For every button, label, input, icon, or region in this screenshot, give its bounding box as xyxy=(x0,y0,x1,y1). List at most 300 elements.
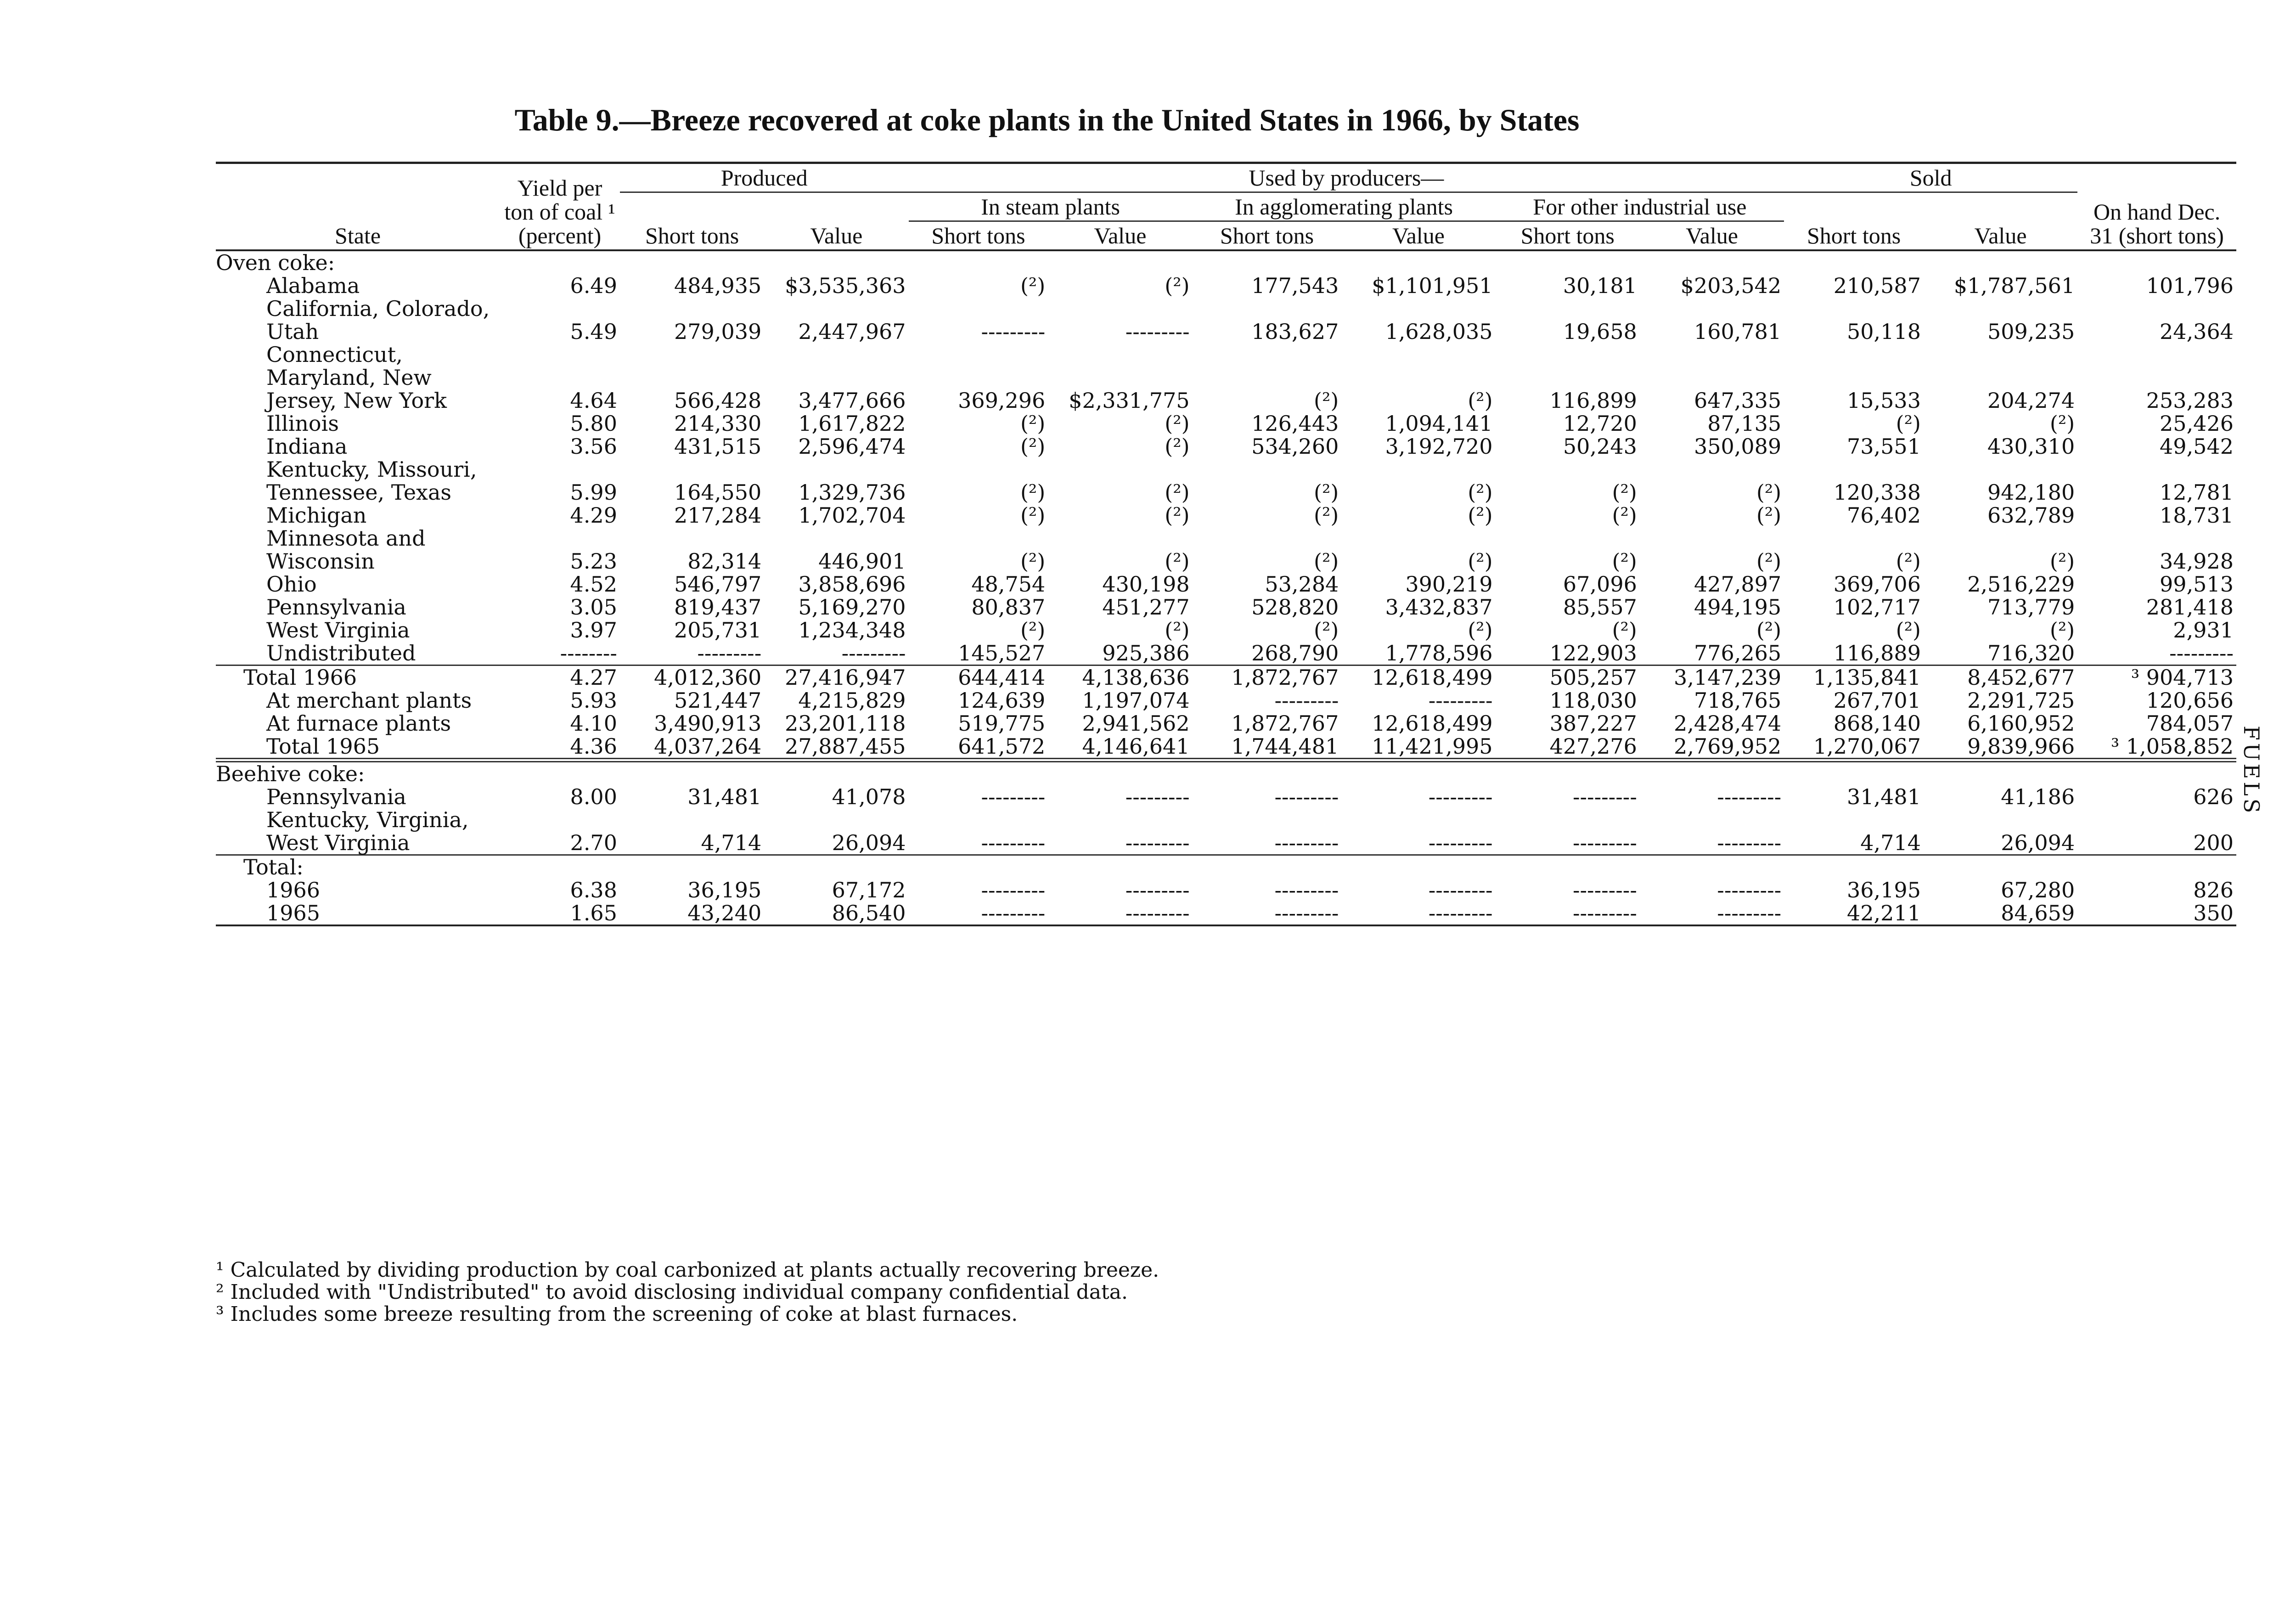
table-cell: 4.10 xyxy=(570,711,617,736)
table-cell: 784,057 xyxy=(2146,711,2234,736)
table-cell: 23,201,118 xyxy=(785,711,906,736)
table-cell: 4,138,636 xyxy=(1082,665,1190,690)
row-state-label: Connecticut, Maryland, New Jersey, New York xyxy=(266,342,447,413)
table-row xyxy=(216,412,2236,435)
table-cell: (²) xyxy=(1756,480,1782,505)
table-cell: 446,901 xyxy=(818,549,906,574)
row-state-label: At merchant plants xyxy=(266,688,472,713)
table-cell: 427,276 xyxy=(1549,734,1637,759)
table-cell: 8,452,677 xyxy=(1967,665,2075,690)
table-cell: 4.29 xyxy=(570,503,617,528)
table-cell: ³ 904,713 xyxy=(2131,665,2234,690)
footnote-2: ² Included with "Undistributed" to avoid disclosing individual company confidential data. xyxy=(216,1280,1128,1304)
row-state-label: Total 1965 xyxy=(266,734,380,759)
table-cell: --------- xyxy=(981,901,1046,925)
table-cell: 120,656 xyxy=(2146,688,2234,713)
table-row xyxy=(216,855,2236,879)
table-cell: 53,284 xyxy=(1265,572,1339,597)
table-cell: 5.23 xyxy=(570,549,617,574)
table-cell: 1,135,841 xyxy=(1813,665,1921,690)
table-cell: 24,364 xyxy=(2160,319,2234,344)
table-cell: 268,790 xyxy=(1251,641,1339,665)
table-cell: --------- xyxy=(1125,901,1190,925)
table-cell: 1,617,822 xyxy=(798,411,906,436)
row-state-label: Oven coke: xyxy=(216,250,335,275)
table-cell: 1,270,067 xyxy=(1813,734,1921,759)
table-cell: 67,096 xyxy=(1563,572,1637,597)
table-cell: 5.99 xyxy=(570,480,617,505)
table-row xyxy=(216,527,2236,573)
table-cell: (²) xyxy=(2049,618,2075,643)
header-produced: Produced xyxy=(620,163,909,192)
row-state-label: At furnace plants xyxy=(266,711,451,736)
table-cell: 217,284 xyxy=(674,503,762,528)
running-head-label: FUELS xyxy=(2239,726,2264,816)
table-cell: 2,596,474 xyxy=(798,434,906,459)
table-cell: 546,797 xyxy=(674,572,762,597)
table-cell: --------- xyxy=(1717,784,1782,809)
table-cell: 30,181 xyxy=(1563,273,1637,298)
header-other-value: Value xyxy=(1640,221,1784,251)
table-cell: (²) xyxy=(1468,618,1493,643)
header-in-agglomerating-plants: In agglomerating plants xyxy=(1193,192,1496,221)
table-cell: --------- xyxy=(2169,641,2234,665)
table-cell: (²) xyxy=(1165,480,1190,505)
table-cell: (²) xyxy=(1756,549,1782,574)
header-yield: Yield per ton of coal ¹ (percent) xyxy=(500,163,620,251)
table-row xyxy=(216,504,2236,527)
table-cell: 3,432,837 xyxy=(1385,595,1493,620)
table-cell: 2,428,474 xyxy=(1674,711,1782,736)
table-cell: --------- xyxy=(1428,901,1493,925)
table-cell: 632,789 xyxy=(1987,503,2075,528)
row-state-label: Kentucky, Missouri, Tennessee, Texas xyxy=(266,457,477,505)
row-state-label: West Virginia xyxy=(266,618,410,643)
table-cell: 713,779 xyxy=(1987,595,2075,620)
table-cell: (²) xyxy=(1468,480,1493,505)
table-cell: 2,769,952 xyxy=(1674,734,1782,759)
table-cell: 4.27 xyxy=(570,665,617,690)
table-cell: --------- xyxy=(1572,830,1637,855)
header-other-short-tons: Short tons xyxy=(1496,221,1640,251)
header-sold-value: Value xyxy=(1924,192,2077,251)
table-cell: 4,714 xyxy=(1860,830,1921,855)
table-cell: 3,858,696 xyxy=(798,572,906,597)
table-cell: 43,240 xyxy=(687,901,762,925)
row-state-label: Beehive coke: xyxy=(216,761,365,786)
table-cell: 210,587 xyxy=(1833,273,1921,298)
table-cell: 718,765 xyxy=(1694,688,1782,713)
table-cell: --------- xyxy=(1572,784,1637,809)
table-cell: 5.93 xyxy=(570,688,617,713)
table-cell: 1,094,141 xyxy=(1385,411,1493,436)
table-row xyxy=(216,879,2236,902)
table-cell: (²) xyxy=(1896,618,1921,643)
table-cell: 26,094 xyxy=(832,830,906,855)
table-cell: $2,331,775 xyxy=(1069,388,1190,413)
table-cell: 120,338 xyxy=(1833,480,1921,505)
table-cell: 509,235 xyxy=(1987,319,2075,344)
table-cell: 644,414 xyxy=(958,665,1046,690)
table-cell: 2,447,967 xyxy=(798,319,906,344)
table-cell: 626 xyxy=(2193,784,2234,809)
table-cell: $1,101,951 xyxy=(1372,273,1493,298)
header-used-by-producers: Used by producers— xyxy=(909,163,1784,192)
table-cell: --------- xyxy=(981,878,1046,902)
table-cell: --------- xyxy=(1274,688,1339,713)
table-cell: --------- xyxy=(1717,830,1782,855)
table-cell: 4,146,641 xyxy=(1082,734,1190,759)
table-cell: 505,257 xyxy=(1549,665,1637,690)
table-cell: 519,775 xyxy=(958,711,1046,736)
table-cell: 484,935 xyxy=(674,273,762,298)
table-cell: 430,310 xyxy=(1987,434,2075,459)
table-cell: -------- xyxy=(560,641,617,665)
table-cell: --------- xyxy=(1717,901,1782,925)
table-row xyxy=(216,785,2236,808)
table-cell: 826 xyxy=(2193,878,2234,902)
header-sold: Sold xyxy=(1784,163,2077,192)
table-cell: 31,481 xyxy=(687,784,762,809)
table-row xyxy=(216,642,2236,665)
table-row xyxy=(216,712,2236,735)
table-cell: 122,903 xyxy=(1549,641,1637,665)
table-cell: 3,477,666 xyxy=(798,388,906,413)
table-row xyxy=(216,250,2236,274)
table-cell: (²) xyxy=(1756,503,1782,528)
table-cell: 164,550 xyxy=(674,480,762,505)
table-cell: 521,447 xyxy=(674,688,762,713)
table-cell: 48,754 xyxy=(971,572,1046,597)
table-cell: $203,542 xyxy=(1680,273,1782,298)
table-cell: 566,428 xyxy=(674,388,762,413)
table-cell: 4.64 xyxy=(570,388,617,413)
table-cell: --------- xyxy=(1125,830,1190,855)
table-row xyxy=(216,274,2236,297)
table-cell: 5.80 xyxy=(570,411,617,436)
table-cell: (²) xyxy=(1314,480,1339,505)
table-cell: 8.00 xyxy=(570,784,617,809)
table-cell: 5,169,270 xyxy=(798,595,906,620)
table-cell: 12,618,499 xyxy=(1372,711,1493,736)
table-cell: --------- xyxy=(1125,784,1190,809)
table-cell: (²) xyxy=(1468,549,1493,574)
table-cell: 4,037,264 xyxy=(654,734,762,759)
table-cell: 1,702,704 xyxy=(798,503,906,528)
table-cell: 494,195 xyxy=(1694,595,1782,620)
header-state: State xyxy=(216,163,500,251)
row-state-label: 1965 xyxy=(266,901,321,925)
table-cell: 2.70 xyxy=(570,830,617,855)
table-cell: 41,078 xyxy=(832,784,906,809)
table-cell: 11,421,995 xyxy=(1372,734,1493,759)
table-cell: 50,243 xyxy=(1563,434,1637,459)
row-state-label: Indiana xyxy=(266,434,348,459)
table-row xyxy=(216,902,2236,925)
table-cell: (²) xyxy=(1020,549,1046,574)
table-cell: 80,837 xyxy=(971,595,1046,620)
table-cell: 67,172 xyxy=(832,878,906,902)
table-row xyxy=(216,573,2236,596)
table-cell: --------- xyxy=(981,830,1046,855)
row-state-label: California, Colorado, Utah xyxy=(266,296,490,344)
table-cell: 124,639 xyxy=(958,688,1046,713)
table-cell: 177,543 xyxy=(1251,273,1339,298)
header-agglomerating-short-tons: Short tons xyxy=(1193,221,1342,251)
row-state-label: Minnesota and Wisconsin xyxy=(266,526,426,574)
table-cell: 534,260 xyxy=(1251,434,1339,459)
table-row xyxy=(216,435,2236,458)
table-cell: (²) xyxy=(1756,618,1782,643)
table-cell: 2,516,229 xyxy=(1967,572,2075,597)
table-row xyxy=(216,760,2236,785)
table-cell: 2,291,725 xyxy=(1967,688,2075,713)
header-agglomerating-value: Value xyxy=(1341,221,1495,251)
table-cell: --------- xyxy=(1274,784,1339,809)
table-cell: 3.97 xyxy=(570,618,617,643)
table-cell: --------- xyxy=(1274,830,1339,855)
table-cell: (²) xyxy=(1165,618,1190,643)
header-in-steam-plants: In steam plants xyxy=(909,192,1193,221)
table-cell: (²) xyxy=(1314,549,1339,574)
table-cell: --------- xyxy=(841,641,906,665)
table-cell: 84,659 xyxy=(2001,901,2075,925)
table-cell: 41,186 xyxy=(2001,784,2075,809)
table-cell: (²) xyxy=(2049,549,2075,574)
table-cell: --------- xyxy=(1428,878,1493,902)
table-cell: 1,872,767 xyxy=(1231,665,1339,690)
table-cell: 942,180 xyxy=(1987,480,2075,505)
breeze-table xyxy=(216,162,2236,926)
table-cell: --------- xyxy=(1572,901,1637,925)
table-cell: 73,551 xyxy=(1847,434,1921,459)
table-cell: 641,572 xyxy=(958,734,1046,759)
table-cell: (²) xyxy=(1314,618,1339,643)
table-cell: 253,283 xyxy=(2146,388,2234,413)
table-cell: 369,706 xyxy=(1833,572,1921,597)
table-cell: 85,557 xyxy=(1563,595,1637,620)
table-cell: 776,265 xyxy=(1694,641,1782,665)
table-cell: 1,872,767 xyxy=(1231,711,1339,736)
header-produced-short-tons: Short tons xyxy=(620,192,764,251)
table-cell: 4,215,829 xyxy=(798,688,906,713)
table-cell: (²) xyxy=(1612,503,1637,528)
table-cell: 5.49 xyxy=(570,319,617,344)
table-cell: 4.52 xyxy=(570,572,617,597)
table-cell: 160,781 xyxy=(1694,319,1782,344)
table-cell: ³ 1,058,852 xyxy=(2110,734,2234,759)
table-cell: 390,219 xyxy=(1405,572,1493,597)
table-cell: 3.05 xyxy=(570,595,617,620)
table-cell: 204,274 xyxy=(1987,388,2075,413)
table-cell: (²) xyxy=(1020,434,1046,459)
table-cell: 36,195 xyxy=(687,878,762,902)
table-cell: 267,701 xyxy=(1833,688,1921,713)
table-cell: 116,889 xyxy=(1833,641,1921,665)
table-cell: 87,135 xyxy=(1707,411,1782,436)
table-cell: 427,897 xyxy=(1694,572,1782,597)
table-cell: --------- xyxy=(1274,901,1339,925)
table-cell: --------- xyxy=(981,784,1046,809)
table-cell: 4.36 xyxy=(570,734,617,759)
table-cell: 528,820 xyxy=(1251,595,1339,620)
table-cell: 99,513 xyxy=(2160,572,2234,597)
table-cell: (²) xyxy=(2049,411,2075,436)
table-title: Table 9.—Breeze recovered at coke plants in the United States in 1966, by States xyxy=(514,102,1580,137)
table-cell: 86,540 xyxy=(832,901,906,925)
table-cell: 116,899 xyxy=(1549,388,1637,413)
table-cell: 431,515 xyxy=(674,434,762,459)
table-cell: 2,931 xyxy=(2173,618,2234,643)
table-cell: 3,147,239 xyxy=(1674,665,1782,690)
header-on-hand: On hand Dec. 31 (short tons) xyxy=(2077,163,2236,251)
table-cell: (²) xyxy=(1165,549,1190,574)
row-state-label: Total 1966 xyxy=(243,665,357,690)
table-cell: 205,731 xyxy=(674,618,762,643)
row-state-label: Total: xyxy=(243,855,304,879)
table-cell: 6,160,952 xyxy=(1967,711,2075,736)
table-cell: 26,094 xyxy=(2001,830,2075,855)
row-state-label: Undistributed xyxy=(266,641,416,665)
table-cell: (²) xyxy=(1612,549,1637,574)
table-cell: 15,533 xyxy=(1847,388,1921,413)
table-row xyxy=(216,343,2236,412)
table-cell: 6.49 xyxy=(570,273,617,298)
row-state-label: Kentucky, Virginia, West Virginia xyxy=(266,807,469,855)
table-cell: 1,778,596 xyxy=(1385,641,1493,665)
table-cell: 50,118 xyxy=(1847,319,1921,344)
table-cell: 145,527 xyxy=(958,641,1046,665)
table-cell: --------- xyxy=(1274,878,1339,902)
table-cell: 27,416,947 xyxy=(785,665,906,690)
table-cell: $3,535,363 xyxy=(785,273,906,298)
table-cell: (²) xyxy=(1612,480,1637,505)
table-cell: 82,314 xyxy=(687,549,762,574)
table-cell: 2,941,562 xyxy=(1082,711,1190,736)
table-cell: (²) xyxy=(1165,434,1190,459)
table-cell: 369,296 xyxy=(958,388,1046,413)
footnote-3: ³ Includes some breeze resulting from the screening of coke at blast furnaces. xyxy=(216,1302,1018,1326)
table-cell: 350 xyxy=(2193,901,2234,925)
row-state-label: Michigan xyxy=(266,503,367,528)
table-cell: 716,320 xyxy=(1987,641,2075,665)
table-cell: --------- xyxy=(1717,878,1782,902)
table-cell: 42,211 xyxy=(1847,901,1921,925)
table-cell: (²) xyxy=(1020,503,1046,528)
table-cell: 6.38 xyxy=(570,878,617,902)
row-state-label: Illinois xyxy=(266,411,339,436)
table-cell: 9,839,966 xyxy=(1967,734,2075,759)
table-cell: (²) xyxy=(1468,503,1493,528)
row-state-label: 1966 xyxy=(266,878,321,902)
table-cell: 1,329,736 xyxy=(798,480,906,505)
table-cell: --------- xyxy=(1428,784,1493,809)
table-cell: 3.56 xyxy=(570,434,617,459)
table-row xyxy=(216,689,2236,712)
table-cell: (²) xyxy=(1896,549,1921,574)
table-cell: (²) xyxy=(1165,273,1190,298)
table-row xyxy=(216,735,2236,760)
table-cell: (²) xyxy=(1468,388,1493,413)
table-cell: 67,280 xyxy=(2001,878,2075,902)
table-row xyxy=(216,596,2236,619)
table-cell: 101,796 xyxy=(2146,273,2234,298)
header-other-industrial-use: For other industrial use xyxy=(1496,192,1784,221)
table-cell: 126,443 xyxy=(1251,411,1339,436)
table-cell: 12,720 xyxy=(1563,411,1637,436)
table-cell: 183,627 xyxy=(1251,319,1339,344)
table-cell: (²) xyxy=(1165,503,1190,528)
table-row xyxy=(216,619,2236,642)
table-row xyxy=(216,665,2236,689)
table-cell: 102,717 xyxy=(1833,595,1921,620)
table-cell: (²) xyxy=(1896,411,1921,436)
footnote-1: ¹ Calculated by dividing production by coal carbonized at plants actually recovering breeze. xyxy=(216,1258,1159,1282)
table-cell: 925,386 xyxy=(1102,641,1190,665)
table-cell: 350,089 xyxy=(1694,434,1782,459)
table-cell: 1,744,481 xyxy=(1231,734,1339,759)
table-cell: --------- xyxy=(981,319,1046,344)
table-cell: --------- xyxy=(1125,319,1190,344)
table-cell: --------- xyxy=(1572,878,1637,902)
table-cell: 1,234,348 xyxy=(798,618,906,643)
table-cell: --------- xyxy=(697,641,762,665)
table-body xyxy=(216,250,2236,925)
table-cell: 819,437 xyxy=(674,595,762,620)
table-cell: 430,198 xyxy=(1102,572,1190,597)
table-cell: 3,490,913 xyxy=(654,711,762,736)
header-steam-value: Value xyxy=(1048,221,1192,251)
table-cell: (²) xyxy=(1020,411,1046,436)
table-cell: (²) xyxy=(1612,618,1637,643)
table-cell: $1,787,561 xyxy=(1953,273,2075,298)
table-cell: 279,039 xyxy=(674,319,762,344)
row-state-label: Pennsylvania xyxy=(266,595,406,620)
header-sold-short-tons: Short tons xyxy=(1784,192,1924,251)
row-state-label: Alabama xyxy=(266,273,360,298)
table-cell: (²) xyxy=(1020,618,1046,643)
table-row xyxy=(216,808,2236,855)
table-cell: 19,658 xyxy=(1563,319,1637,344)
table-cell: 281,418 xyxy=(2146,595,2234,620)
table-cell: 1,197,074 xyxy=(1082,688,1190,713)
table-row xyxy=(216,297,2236,343)
table-cell: 4,714 xyxy=(701,830,762,855)
table-cell: 868,140 xyxy=(1833,711,1921,736)
footnotes xyxy=(216,1259,1159,1325)
table-cell: 49,542 xyxy=(2160,434,2234,459)
table-cell: --------- xyxy=(1125,878,1190,902)
table-cell: 18,731 xyxy=(2160,503,2234,528)
row-state-label: Ohio xyxy=(266,572,317,597)
row-state-label: Pennsylvania xyxy=(266,784,406,809)
table-cell: 647,335 xyxy=(1694,388,1782,413)
table-cell: 4,012,360 xyxy=(654,665,762,690)
table-cell: 25,426 xyxy=(2160,411,2234,436)
table-cell: --------- xyxy=(1428,688,1493,713)
table-cell: 12,618,499 xyxy=(1372,665,1493,690)
table-cell: 118,030 xyxy=(1549,688,1637,713)
table-cell: (²) xyxy=(1020,273,1046,298)
table-cell: (²) xyxy=(1020,480,1046,505)
header-produced-value: Value xyxy=(764,192,908,251)
table-cell: (²) xyxy=(1165,411,1190,436)
table-cell: --------- xyxy=(1428,830,1493,855)
table-cell: 36,195 xyxy=(1847,878,1921,902)
table-row xyxy=(216,458,2236,504)
table-cell: 1,628,035 xyxy=(1385,319,1493,344)
table-cell: 34,928 xyxy=(2160,549,2234,574)
